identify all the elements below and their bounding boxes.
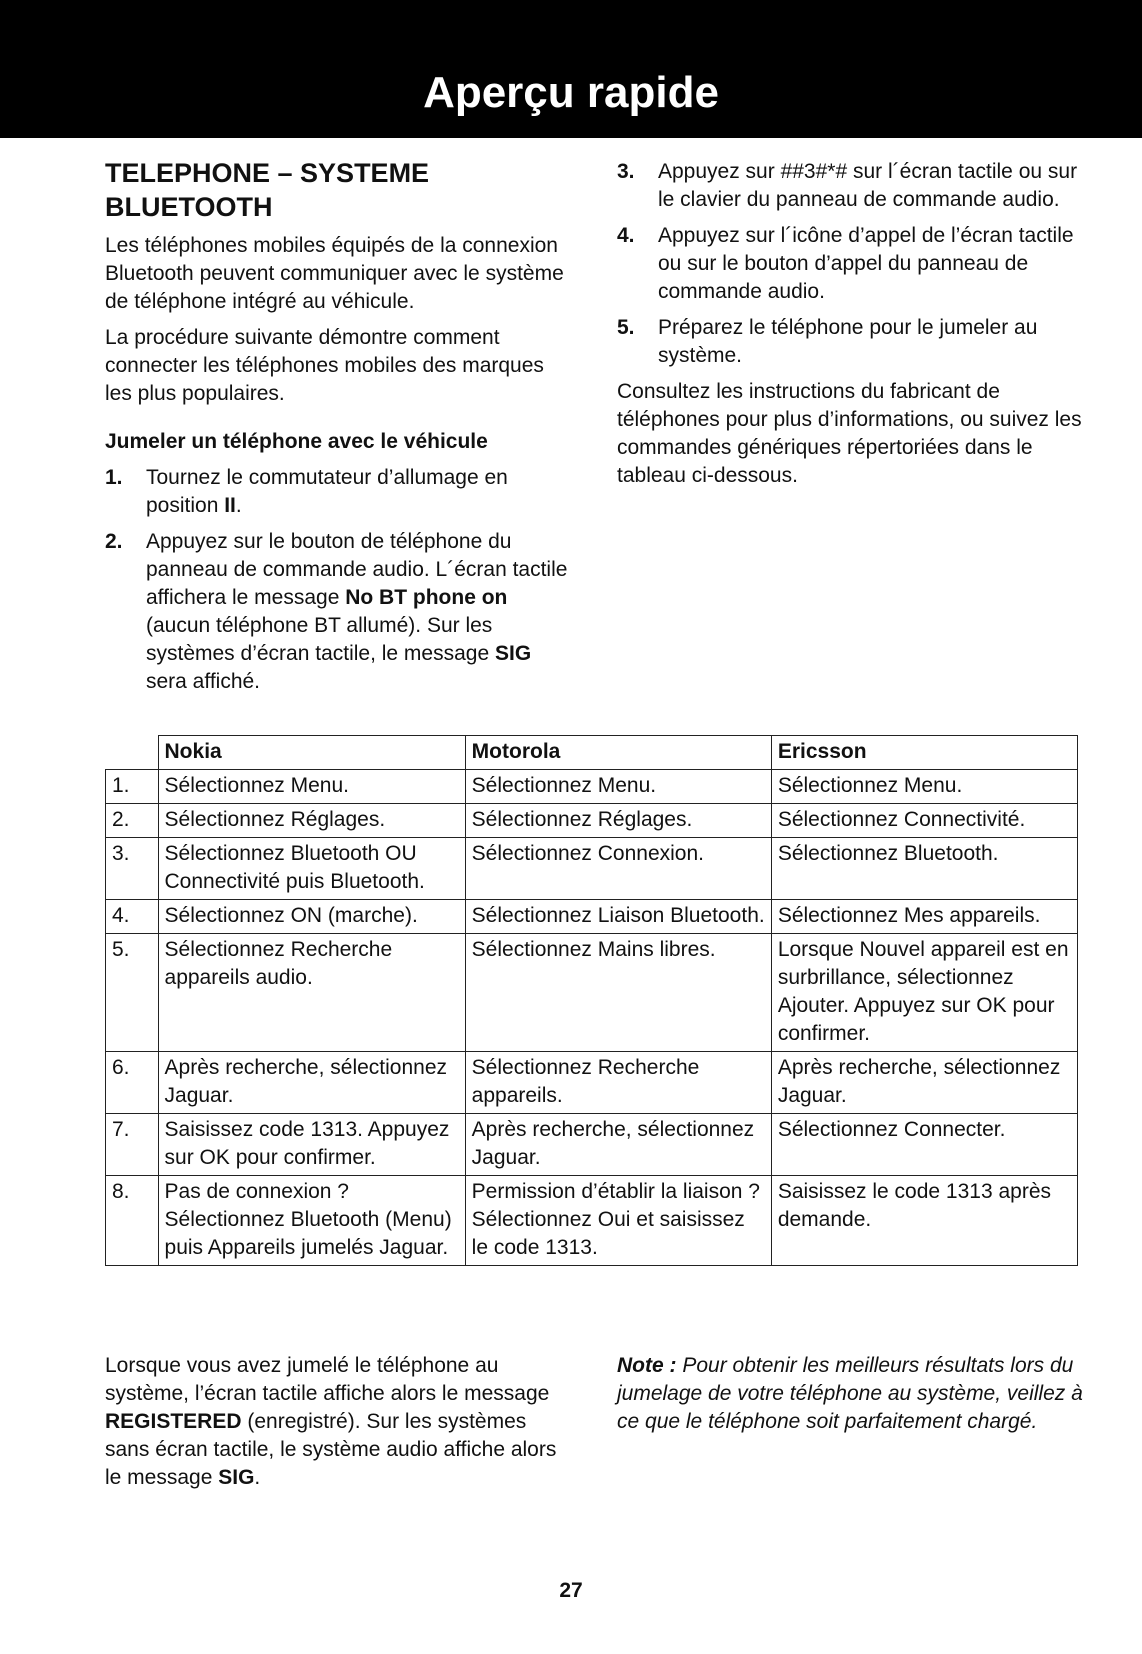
nokia-cell: Sélectionnez Bluetooth OU Connectivité puis Bluetooth. (158, 838, 465, 900)
heading-line-2: BLUETOOTH (105, 192, 273, 222)
step-5 (617, 314, 1087, 370)
step-text: Tournez le commutateur d’allumage en position II. (146, 466, 508, 517)
note-text: Pour obtenir les meilleurs résultats lors du jumelage de votre téléphone au système, veillez à ce que le téléphone soit parfaitement chargé. (617, 1354, 1083, 1433)
ericsson-cell: Après recherche, sélectionnez Jaguar. (771, 1052, 1077, 1114)
step-number: 1. (105, 466, 123, 489)
ericsson-cell: Sélectionnez Mes appareils. (771, 900, 1077, 934)
note-label: Note : (617, 1354, 677, 1377)
nokia-cell: Sélectionnez Menu. (158, 770, 465, 804)
step-number: 3. (617, 160, 635, 183)
consult-paragraph: Consultez les instructions du fabricant de téléphones pour plus d’informations, ou suivez les commandes génériques répertoriées dans le tableau ci-dessous. (617, 380, 1082, 487)
step-3 (617, 158, 1087, 214)
motorola-cell: Après recherche, sélectionnez Jaguar. (465, 1114, 771, 1176)
step-number: 4. (617, 224, 635, 247)
right-column (617, 158, 1087, 498)
step-text: Appuyez sur ##3#*# sur l´écran tactile ou sur le clavier du panneau de commande audio. (658, 160, 1078, 211)
motorola-cell: Sélectionnez Recherche appareils. (465, 1052, 771, 1114)
motorola-cell: Sélectionnez Réglages. (465, 804, 771, 838)
motorola-cell: Permission d’établir la liaison ? Sélectionnez Oui et saisissez le code 1313. (465, 1176, 771, 1266)
table-row (106, 934, 1078, 1052)
note-paragraph (617, 1352, 1087, 1436)
heading-line-1: TELEPHONE – SYSTEME (105, 158, 430, 188)
ericsson-cell: Sélectionnez Bluetooth. (771, 838, 1077, 900)
table-header-row (106, 736, 1078, 770)
header-ericsson: Ericsson (771, 736, 1077, 770)
row-number: 3. (106, 838, 159, 900)
step-2 (105, 528, 575, 696)
step-1 (105, 464, 575, 520)
row-number: 7. (106, 1114, 159, 1176)
header-motorola: Motorola (465, 736, 771, 770)
table-row (106, 900, 1078, 934)
table-row (106, 1176, 1078, 1266)
section-heading (105, 156, 575, 224)
note-block (617, 1352, 1087, 1444)
nokia-cell: Saisissez code 1313. Appuyez sur OK pour confirmer. (158, 1114, 465, 1176)
nokia-cell: Sélectionnez Recherche appareils audio. (158, 934, 465, 1052)
step-number: 2. (105, 530, 123, 553)
row-number: 2. (106, 804, 159, 838)
row-number: 4. (106, 900, 159, 934)
intro-paragraph-2: La procédure suivante démontre comment connecter les téléphones mobiles des marques les plus populaires. (105, 326, 544, 405)
nokia-cell: Après recherche, sélectionnez Jaguar. (158, 1052, 465, 1114)
table-row (106, 804, 1078, 838)
page-title: Aperçu rapide (423, 68, 719, 117)
row-number: 1. (106, 770, 159, 804)
registered-paragraph: Lorsque vous avez jumelé le téléphone au système, l’écran tactile affiche alors le message REGISTERED (enregistré). Sur les systèmes sans écran tactile, le système audio affiche alors le message SIG. (105, 1354, 557, 1489)
header-banner (0, 0, 1142, 138)
ericsson-cell: Sélectionnez Connectivité. (771, 804, 1077, 838)
intro-paragraph-1: Les téléphones mobiles équipés de la connexion Bluetooth peuvent communiquer avec le système de téléphone intégré au véhicule. (105, 234, 564, 313)
table-row (106, 1052, 1078, 1114)
phone-pairing-table (105, 735, 1078, 1266)
corner-cell (106, 736, 159, 770)
left-column (105, 156, 575, 704)
step-text: Appuyez sur l´icône d’appel de l’écran tactile ou sur le bouton d’appel du panneau de commande audio. (658, 224, 1074, 303)
step-text: Appuyez sur le bouton de téléphone du panneau de commande audio. L´écran tactile affichera le message No BT phone on (aucun téléphone BT allumé). Sur les systèmes d’écran tactile, le message SIG sera affiché. (146, 530, 568, 693)
nokia-cell: Sélectionnez ON (marche). (158, 900, 465, 934)
registered-paragraph-block (105, 1352, 575, 1500)
ericsson-cell: Saisissez le code 1313 après demande. (771, 1176, 1077, 1266)
ericsson-cell: Sélectionnez Menu. (771, 770, 1077, 804)
header-nokia: Nokia (158, 736, 465, 770)
nokia-cell: Sélectionnez Réglages. (158, 804, 465, 838)
table-row (106, 770, 1078, 804)
ericsson-cell: Sélectionnez Connecter. (771, 1114, 1077, 1176)
step-text: Préparez le téléphone pour le jumeler au système. (658, 316, 1038, 367)
table-row (106, 1114, 1078, 1176)
page-number: 27 (559, 1579, 583, 1602)
motorola-cell: Sélectionnez Mains libres. (465, 934, 771, 1052)
ericsson-cell: Lorsque Nouvel appareil est en surbrillance, sélectionnez Ajouter. Appuyez sur OK pour confirmer. (771, 934, 1077, 1052)
row-number: 8. (106, 1176, 159, 1266)
step-4 (617, 222, 1087, 306)
row-number: 6. (106, 1052, 159, 1114)
step-number: 5. (617, 316, 635, 339)
motorola-cell: Sélectionnez Menu. (465, 770, 771, 804)
table-row (106, 838, 1078, 900)
pairing-subheading: Jumeler un téléphone avec le véhicule (105, 430, 488, 453)
nokia-cell: Pas de connexion ? Sélectionnez Bluetooth (Menu) puis Appareils jumelés Jaguar. (158, 1176, 465, 1266)
motorola-cell: Sélectionnez Liaison Bluetooth. (465, 900, 771, 934)
row-number: 5. (106, 934, 159, 1052)
motorola-cell: Sélectionnez Connexion. (465, 838, 771, 900)
